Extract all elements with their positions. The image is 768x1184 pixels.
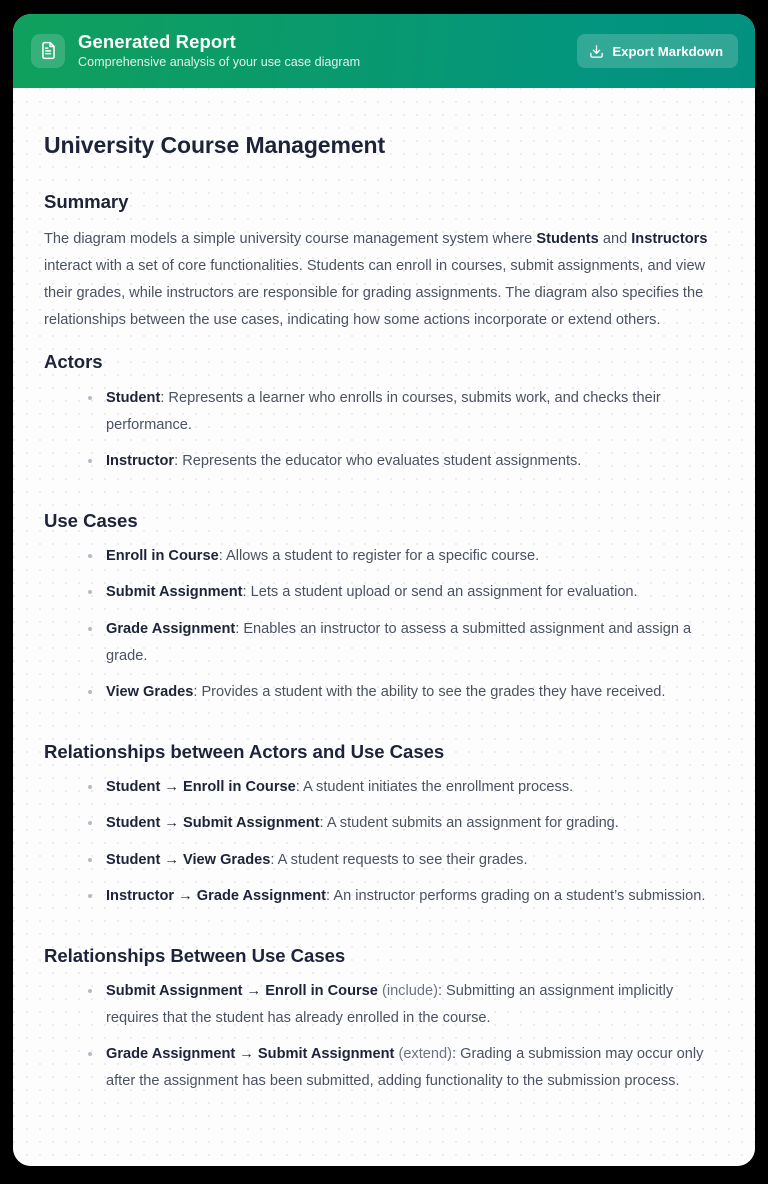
list-item-term: Enroll in Course — [106, 548, 219, 565]
list-item-desc: : A student submits an assignment for grading. — [319, 815, 619, 832]
list-item — [106, 543, 725, 570]
list-item — [106, 385, 725, 439]
page-title: Generated Report — [78, 30, 236, 52]
list-item-term: Student → View Grades — [106, 851, 271, 868]
export-markdown-button[interactable] — [577, 34, 738, 68]
page-subtitle: Comprehensive analysis of your use case diagram — [78, 55, 361, 70]
summary-part-1: The diagram models a simple university course management system where — [44, 230, 537, 247]
list-item-term: Grade Assignment — [106, 620, 236, 637]
section-heading-actors: Actors — [44, 351, 103, 373]
list-item — [106, 679, 725, 706]
section-heading-usecase-relationships: Relationships Between Use Cases — [44, 944, 346, 966]
list-item-desc: : Represents a learner who enrolls in courses, submits work, and checks their performance. — [106, 389, 661, 433]
download-icon — [589, 44, 604, 59]
list-item-desc: : Lets a student upload or send an assignment for evaluation. — [242, 584, 638, 601]
list-item-term: Grade Assignment → Submit Assignment — [106, 1046, 395, 1063]
list-item — [106, 448, 725, 475]
section-heading-actor-usecase-relationships: Relationships between Actors and Use Cases — [44, 740, 445, 762]
list-item — [106, 616, 725, 670]
summary-part-2: and — [598, 230, 632, 247]
actors-list — [44, 385, 725, 475]
list-item-desc: : Submitting an assignment implicitly requires that the student has already enrolled in the course. — [106, 983, 674, 1027]
list-item — [106, 978, 725, 1032]
list-item — [106, 810, 725, 837]
spacer — [44, 930, 725, 944]
list-item-term: Instructor — [106, 452, 175, 469]
list-item — [106, 1041, 725, 1095]
spacer — [44, 726, 725, 740]
section-heading-use-cases: Use Cases — [44, 510, 138, 532]
summary-bold-instructors: Instructors — [631, 230, 708, 247]
list-item-desc: : Enables an instructor to assess a submitted assignment and assign a grade. — [106, 620, 692, 664]
list-item-desc: : An instructor performs grading on a student’s submission. — [326, 887, 706, 904]
list-item-desc: : Provides a student with the ability to see the grades they have received. — [193, 683, 666, 700]
list-item-desc: : Represents the educator who evaluates student assignments. — [174, 452, 582, 469]
spacer — [44, 495, 725, 509]
list-item-term: Student — [106, 389, 161, 406]
summary-part-3: interact with a set of core functionalities. Students can enroll in courses, submit assignments, and view their grades, while instructors are responsible for grading assignments. The diagram also specifies the relationships between the use cases, indicating how some actions incorporate or extend others. — [44, 257, 706, 329]
list-item — [106, 847, 725, 874]
list-item-note: (include) — [377, 983, 438, 1000]
use-cases-list — [44, 543, 725, 706]
list-item-term: Student → Submit Assignment — [106, 815, 320, 832]
report-body[interactable] — [13, 88, 755, 1166]
report-header — [13, 14, 755, 88]
list-item — [106, 774, 725, 801]
list-item-term: Instructor → Grade Assignment — [106, 887, 327, 904]
list-item — [106, 883, 725, 910]
header-text-group — [78, 32, 360, 71]
usecase-relationships-list — [44, 978, 725, 1096]
list-item-term: View Grades — [106, 683, 194, 700]
document-icon — [31, 34, 65, 68]
report-title: University Course Management — [44, 132, 386, 158]
list-item-desc: : A student initiates the enrollment process. — [295, 779, 574, 796]
list-item-term: Submit Assignment → Enroll in Course — [106, 983, 378, 1000]
list-item-term: Student → Enroll in Course — [106, 779, 296, 796]
list-item-desc: : Allows a student to register for a specific course. — [218, 548, 540, 565]
section-heading-summary: Summary — [44, 190, 129, 212]
list-item-desc: : A student requests to see their grades. — [270, 851, 528, 868]
generated-report-card — [13, 14, 755, 1166]
header-left-group — [31, 32, 577, 71]
list-item-term: Submit Assignment — [106, 584, 243, 601]
list-item-note: (extend) — [394, 1046, 452, 1063]
actor-usecase-relationships-list — [44, 774, 725, 910]
export-markdown-label: Export Markdown — [612, 43, 723, 59]
list-item — [106, 579, 725, 606]
summary-bold-students: Students — [536, 230, 599, 247]
list-item-desc: : Grading a submission may occur only after the assignment has been submitted, adding functionality to the submission process. — [106, 1046, 704, 1090]
summary-paragraph — [44, 226, 725, 335]
